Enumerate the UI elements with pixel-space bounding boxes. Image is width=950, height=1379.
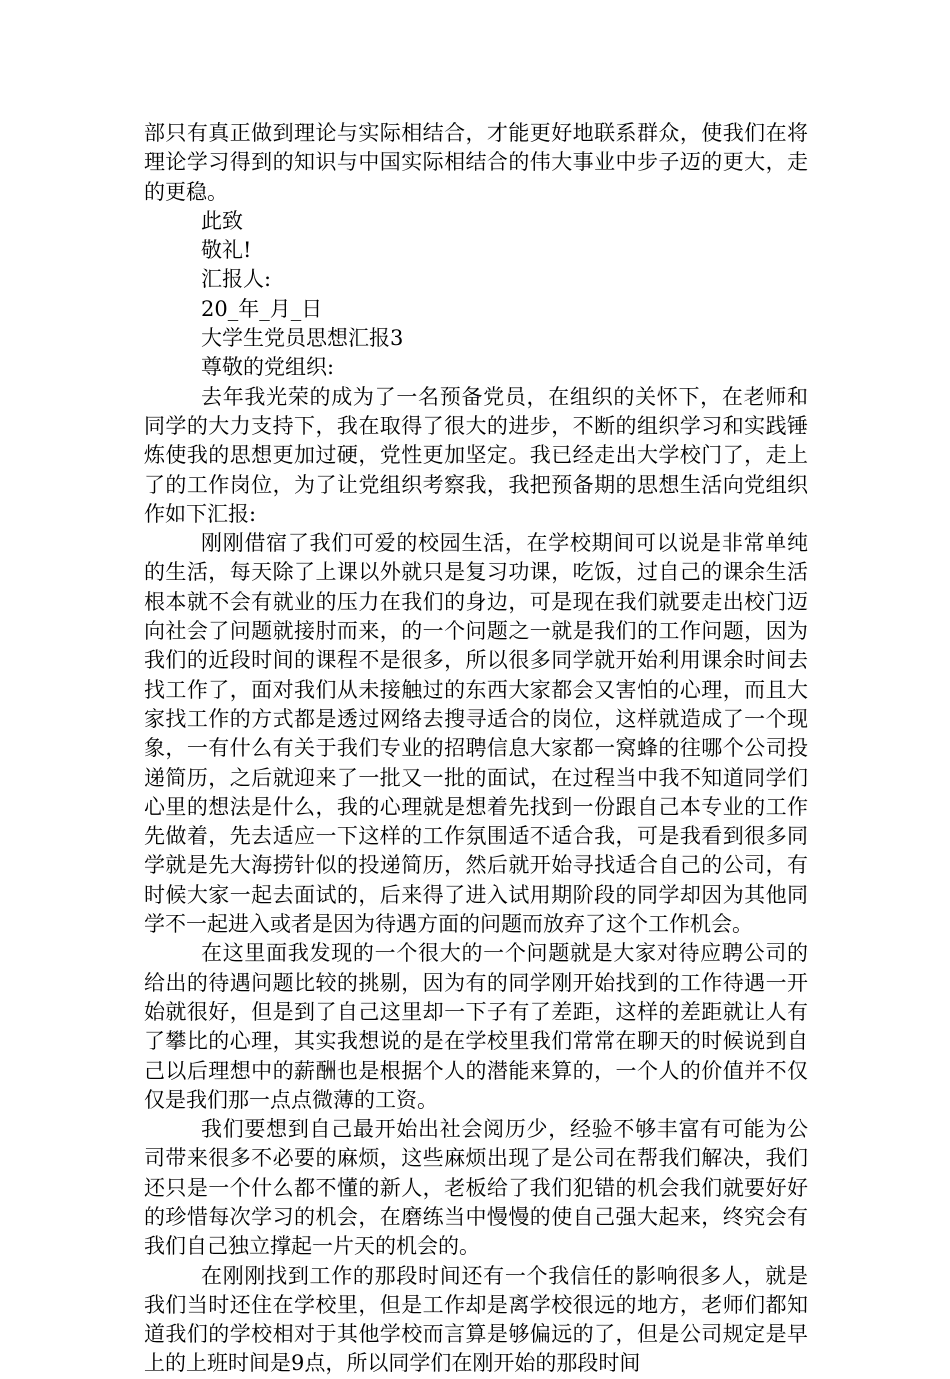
body-paragraph: 刚刚借宿了我们可爱的校园生活，在学校期间可以说是非常单纯的生活，每天除了上课以外就只是复习功课，吃饭，过自己的课余生活根本就不会有就业的压力在我们的身边，可是现在我们就要走出校门迈向社会了问题就接肘而来，的一个问题之一就是我们的工作问题，因为我们的近段时间的课程不是很多，所以很多同学就开始利用课余时间去找工作了，面对我们从未接触过的东西大家都会又害怕的心理，而且大家找工作的方式都是透过网络去搜寻适合的岗位，这样就造成了一个现象，一有什么有关于我们专业的招聘信息大家都一窝蜂的往哪个公司投递简历，之后就迎来了一批又一批的面试，在过程当中我不知道同学们心里的想法是什么，我的心理就是想着先找到一份跟自己本专业的工作先做着，先去适应一下这样的工作氛围适不适合我，可是我看到很多同学就是先大海捞针似的投递简历，然后就开始寻找适合自己的公司，有时候大家一起去面试的，后来得了进入试用期阶段的同学却因为其他同学不一起进入或者是因为待遇方面的问题而放弃了这个工作机会。 [144, 531, 808, 937]
body-paragraph: 在刚刚找到工作的那段时间还有一个我信任的影响很多人，就是我们当时还住在学校里，但是工作却是离学校很远的地方，老师们都知道我们的学校相对于其他学校而言算是够偏远的了，但是公司规定是早上的上班时间是9点，所以同学们在刚开始的那段时间 [144, 1263, 808, 1376]
closing-salutation: 此致 [201, 208, 243, 233]
body-paragraph: 去年我光荣的成为了一名预备党员，在组织的关怀下，在老师和同学的大力支持下，我在取得了很大的进步，不断的组织学习和实践锤炼使我的思想更加过硬，党性更加坚定。我已经走出大学校门了，走上了的工作岗位，为了让党组织考察我，我把预备期的思想生活向党组织作如下汇报: [144, 384, 808, 526]
body-paragraph: 在这里面我发现的一个很大的一个问题就是大家对待应聘公司的给出的待遇问题比较的挑剔，因为有的同学刚开始找到的工作待遇一开始就很好，但是到了自己这里却一下子有了差距，这样的差距就让人有了攀比的心理，其实我想说的是在学校里我们常常在聊天的时候说到自己以后理想中的薪酬也是根据个人的潜能来算的，一个人的价值并不仅仅是我们那一点点微薄的工资。 [144, 941, 808, 1112]
closing-regards: 敬礼! [201, 238, 252, 263]
document-page [144, 119, 808, 1379]
section-title: 大学生党员思想汇报3 [201, 326, 404, 351]
greeting-line: 尊敬的党组织: [201, 355, 335, 380]
paragraph-continuation: 部只有真正做到理论与实际相结合，才能更好地联系群众，使我们在将理论学习得到的知识与中国实际相结合的伟大事业中步子迈的更大，走的更稳。 [144, 121, 808, 204]
date-line: 20_年_月_日 [201, 296, 323, 321]
body-paragraph: 我们要想到自己最开始出社会阅历少，经验不够丰富有可能为公司带来很多不必要的麻烦，这些麻烦出现了是公司在帮我们解决，我们还只是一个什么都不懂的新人，老板给了我们犯错的机会我们就要好好的珍惜每次学习的机会，在磨练当中慢慢的使自己强大起来，终究会有我们自己独立撑起一片天的机会的。 [144, 1117, 808, 1259]
reporter-line: 汇报人: [201, 267, 272, 292]
